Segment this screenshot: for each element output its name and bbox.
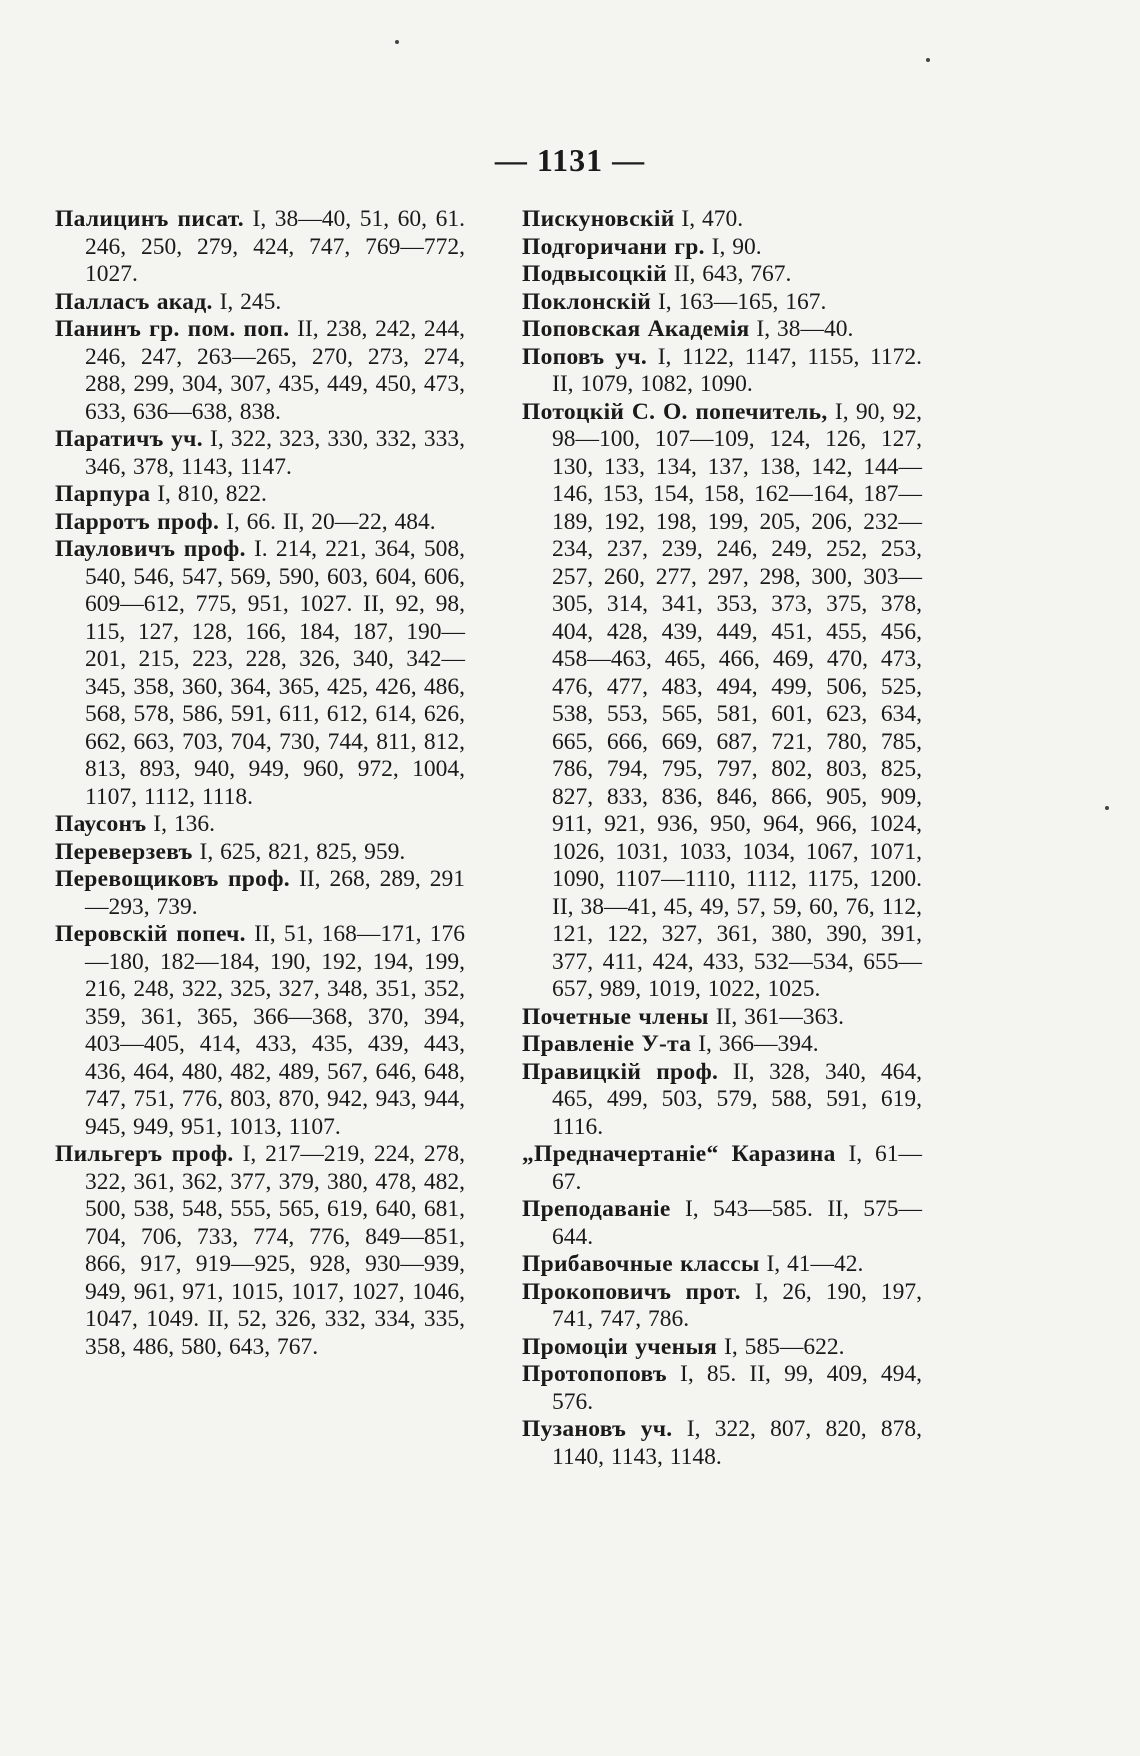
entry-page-refs: I, 163—165, 167. — [651, 288, 827, 315]
entry-page-refs: I, 90, 92, 98—100, 107—109, 124, 126, 127, 130, 133, 134, 137, 138, 142, 144—146, 153, 154, 158, 162—164, 187—189, 192, 198, 199, 205, 206, 232—234, 237, 239, 246, 249, 252, 253, 257, 260, 277, 297, 298, 300, 303—305, 314, 341, 353, 373, 375, 378, 404, 428, 439, 449, 451, 455, 456, 458—463, 465, 466, 469, 470, 473, 476, 477, 483, 494, 499, 506, 525, 538, 553, 565, 581, 601, 623, 634, 665, 666, 669, 687, 721, 780, 785, 786, 794, 795, 797, 802, 803, 825, 827, 833, 836, 846, 866, 905, 909, 911, 921, 936, 950, 964, 966, 1024, 1026, 1031, 1033, 1034, 1067, 1071, 1090, 1107—1110, 1112, 1175, 1200. II, 38—41, 45, 49, 57, 59, 60, 76, 112, 121, 122, 327, 361, 380, 390, 391, 377, 411, 424, 433, 532—534, 655—657, 989, 1019, 1022, 1025. — [552, 398, 922, 1002]
entry-page-refs: I, 322, 323, 330, 332, 333, 346, 378, 1143, 1147. — [85, 426, 465, 480]
index-entry — [55, 289, 465, 317]
entry-page-refs: II, 51, 168—171, 176—180, 182—184, 190, 192, 194, 199, 216, 248, 322, 325, 327, 348, 351, 352, 359, 361, 365, 366—368, 370, 394, 403—405, 414, 433, 435, 439, 443, 436, 464, 480, 482, 489, 567, 646, 648, 747, 751, 776, 803, 870, 942, 943, 944, 945, 949, 951, 1013, 1107. — [85, 921, 465, 1140]
entry-page-refs: I, 1122, 1147, 1155, 1172. II, 1079, 1082, 1090. — [552, 343, 922, 397]
entry-page-refs: I. 214, 221, 364, 508, 540, 546, 547, 569, 590, 603, 604, 606, 609—612, 775, 951, 1027. II, 92, 98, 115, 127, 128, 166, 184, 187, 190—201, 215, 223, 228, 326, 340, 342—345, 358, 360, 364, 365, 425, 426, 486, 568, 578, 586, 591, 611, 612, 614, 626, 662, 663, 703, 704, 730, 744, 811, 812, 813, 893, 940, 949, 960, 972, 1004, 1107, 1112, 1118. — [85, 536, 466, 810]
entry-page-refs: I, 217—219, 224, 278, 322, 361, 362, 377, 379, 380, 478, 482, 500, 538, 548, 555, 565, 619, 640, 681, 704, 706, 733, 774, 776, 849—851, 866, 917, 919—925, 928, 930—939, 949, 961, 971, 1015, 1017, 1027, 1046, 1047, 1049. II, 52, 326, 332, 334, 335, 358, 486, 580, 643, 767. — [85, 1141, 466, 1360]
entry-heading: Перевощиковъ проф. — [55, 866, 290, 892]
entry-page-refs: I, 366—394. — [691, 1031, 819, 1057]
index-entry — [55, 481, 465, 509]
entry-heading: Парротъ проф. — [55, 508, 220, 535]
entry-page-refs: II, 238, 242, 244, 246, 247, 263—265, 270, 273, 274, 288, 299, 304, 307, 435, 449, 450, 473, 633, 636—638, 838. — [85, 316, 465, 425]
index-entry — [522, 399, 922, 1004]
entry-page-refs: II, 328, 340, 464, 465, 499, 503, 579, 588, 591, 619, 1116. — [552, 1058, 922, 1140]
index-entry — [522, 1416, 922, 1471]
entry-page-refs: I, 543—585. II, 575—644. — [552, 1196, 922, 1250]
entry-page-refs: II, 361—363. — [708, 1003, 844, 1030]
entry-page-refs: I, 470. — [674, 206, 744, 232]
entry-page-refs: I, 245. — [212, 288, 282, 315]
index-column-right — [522, 206, 922, 1471]
entry-heading: Поповская Академія — [522, 316, 750, 342]
index-entry — [55, 509, 465, 537]
entry-heading: Палласъ акад. — [55, 288, 213, 315]
entry-heading: Пильгеръ проф. — [55, 1141, 234, 1167]
index-entry — [55, 536, 465, 811]
entry-heading: Парпура — [55, 481, 151, 507]
entry-page-refs: I, 85. II, 99, 409, 494, 576. — [552, 1361, 922, 1415]
entry-page-refs: I, 585—622. — [717, 1333, 845, 1360]
entry-page-refs: I, 41—42. — [759, 1251, 864, 1277]
entry-heading: Паусонъ — [55, 811, 147, 837]
entry-heading: Правленіе У-та — [522, 1031, 692, 1057]
entry-page-refs: I, 810, 822. — [150, 481, 267, 507]
entry-page-refs: I, 26, 190, 197, 741, 747, 786. — [552, 1278, 922, 1332]
entry-heading: Промоціи ученыя — [522, 1333, 718, 1360]
entry-page-refs: I, 90. — [704, 233, 762, 260]
entry-heading: Протопоповъ — [522, 1361, 667, 1387]
paper-speck — [1105, 806, 1109, 810]
entry-page-refs: I, 38—40. — [749, 316, 854, 342]
index-entry — [522, 289, 922, 317]
index-entry — [522, 1031, 922, 1059]
entry-heading: Поклонскій — [522, 288, 652, 315]
paper-speck — [395, 40, 399, 44]
index-entry — [522, 1141, 922, 1196]
index-entry — [522, 316, 922, 344]
entry-page-refs: I, 322, 807, 820, 878, 1140, 1143, 1148. — [552, 1416, 923, 1470]
index-entry — [55, 839, 465, 867]
entry-heading: Палицинъ писат. — [55, 206, 244, 232]
index-entry — [522, 206, 922, 234]
index-entry — [522, 1279, 922, 1334]
index-entry — [522, 1361, 922, 1416]
entry-heading: Правицкій проф. — [522, 1058, 719, 1085]
entry-page-refs: I, 66. II, 20—22, 484. — [219, 508, 436, 535]
entry-page-refs: I, 38—40, 51, 60, 61. 246, 250, 279, 424, 747, 769—772, 1027. — [85, 206, 466, 287]
entry-heading: Подвысоцкій — [522, 261, 667, 287]
entry-heading: Преподаваніе — [522, 1196, 671, 1222]
entry-heading: Перовскій попеч. — [55, 921, 246, 947]
entry-heading: Поповъ уч. — [522, 343, 648, 370]
entry-page-refs: II, 268, 289, 291—293, 739. — [85, 866, 465, 920]
index-entry — [55, 921, 465, 1141]
index-column-left — [55, 206, 465, 1361]
index-entry — [522, 1004, 922, 1032]
index-entry — [522, 1059, 922, 1142]
entry-heading: Прокоповичъ прот. — [522, 1278, 741, 1305]
entry-heading: Пузановъ уч. — [522, 1416, 673, 1442]
index-entry — [522, 234, 922, 262]
entry-heading: „Предначертаніе“ Каразина — [522, 1141, 836, 1167]
paper-speck — [926, 58, 930, 62]
entry-heading: Потоцкій С. О. попечитель, — [522, 398, 828, 425]
entry-heading: Переверзевъ — [55, 838, 193, 865]
index-entry — [55, 316, 465, 426]
entry-page-refs: I, 61—67. — [552, 1141, 922, 1195]
index-entry — [55, 426, 465, 481]
entry-heading: Паратичъ уч. — [55, 426, 203, 452]
entry-page-refs: II, 643, 767. — [666, 261, 792, 287]
index-entry — [55, 866, 465, 921]
entry-heading: Прибавочные классы — [522, 1251, 760, 1277]
index-entry — [522, 344, 922, 399]
index-entry — [522, 261, 922, 289]
entry-page-refs: I, 625, 821, 825, 959. — [192, 838, 406, 865]
index-entry — [55, 811, 465, 839]
index-entry — [522, 1251, 922, 1279]
index-entry — [55, 206, 465, 289]
index-entry — [522, 1334, 922, 1362]
entry-page-refs: I, 136. — [146, 811, 215, 837]
index-entry — [522, 1196, 922, 1251]
entry-heading: Пискуновскій — [522, 206, 675, 232]
entry-heading: Почетные члены — [522, 1003, 709, 1030]
entry-heading: Пауловичъ проф. — [55, 536, 246, 562]
entry-heading: Подгоричани гр. — [522, 233, 705, 260]
page-number: — 1131 — — [494, 142, 646, 178]
index-entry — [55, 1141, 465, 1361]
entry-heading: Панинъ гр. пом. поп. — [55, 316, 290, 342]
